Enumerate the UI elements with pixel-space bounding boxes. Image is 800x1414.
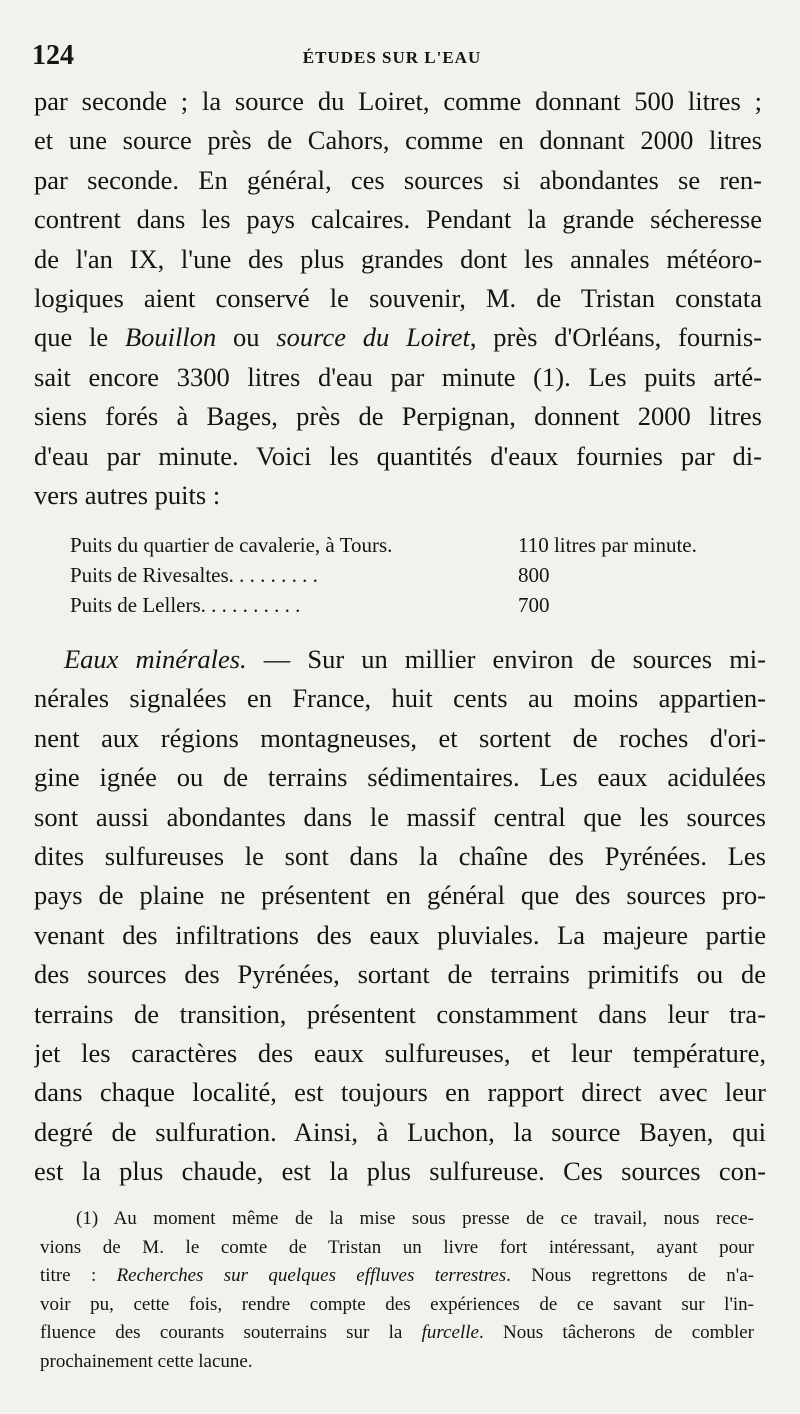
well-name: Puits de Lellers. . . . . . . . . . <box>70 593 301 617</box>
table-row <box>70 560 750 590</box>
text-line: sait encore 3300 litres d'eau par minute (1). Les puits arté- <box>34 361 762 392</box>
text-run: — Sur un millier environ de sources mi- <box>246 644 766 674</box>
page-number: 124 <box>32 40 74 71</box>
text-line: logiques aient conservé le souvenir, M. de Tristan constata <box>34 282 762 313</box>
text-run: titre : <box>40 1265 117 1286</box>
text-run: , près d'Orléans, fournis- <box>469 322 762 353</box>
text-line: des sources des Pyrénées, sortant de terrains primitifs ou de <box>34 959 766 990</box>
text-line: dans chaque localité, est toujours en rapport direct avec leur <box>34 1077 766 1108</box>
footnote-line: vions de M. le comte de Tristan un livre fort intéressant, ayant pour <box>40 1236 754 1258</box>
text-line: terrains de transition, présentent constamment dans leur tra- <box>34 998 766 1029</box>
footnote-line-italics <box>40 1319 754 1348</box>
italic-book-title: Recherches sur quelques effluves terrestres <box>116 1265 507 1286</box>
text-line: siens forés à Bages, près de Perpignan, donnent 2000 litres <box>34 401 762 432</box>
text-line: nent aux régions montagneuses, et sortent de roches d'ori- <box>34 722 766 753</box>
text-line: pays de plaine ne présentent en général que des sources pro- <box>34 880 766 911</box>
paragraph-1 <box>34 82 762 515</box>
text-line: par seconde ; la source du Loiret, comme donnant 500 litres ; <box>34 86 762 116</box>
text-run: . Nous regrettons de n'a- <box>506 1265 754 1286</box>
text-line: venant des infiltrations des eaux pluviales. La majeure partie <box>34 919 766 950</box>
text-line: degré de sulfuration. Ainsi, à Luchon, la source Bayen, qui <box>34 1116 766 1147</box>
section-first-line <box>34 640 766 679</box>
well-value: 800 <box>518 563 550 587</box>
wells-table <box>70 530 750 620</box>
well-name: Puits de Rivesaltes. . . . . . . . . <box>70 563 318 587</box>
well-name: Puits du quartier de cavalerie, à Tours. <box>70 533 393 557</box>
text-line: sont aussi abondantes dans le massif central que les sources <box>34 801 766 832</box>
text-line: d'eau par minute. Voici les quantités d'eaux fournies par di- <box>34 440 762 471</box>
italic-furcelle: furcelle <box>421 1322 479 1343</box>
text-line: jet les caractères des eaux sulfureuses, et leur température, <box>34 1037 766 1068</box>
text-line: contrent dans les pays calcaires. Pendant la grande sécheresse <box>34 204 762 235</box>
italic-bouillon: Bouillon <box>124 322 217 353</box>
section-title: Eaux minérales. <box>64 644 247 674</box>
table-row <box>70 590 750 620</box>
text-line: par seconde. En général, ces sources si abondantes se ren- <box>34 164 762 195</box>
text-run: . Nous tâcherons de combler <box>478 1322 754 1343</box>
text-line: est la plus chaude, est la plus sulfureuse. Ces sources con- <box>34 1156 766 1187</box>
table-row <box>70 530 750 560</box>
text-run: ou <box>216 322 277 353</box>
running-head: ÉTUDES SUR L'EAU <box>302 48 482 67</box>
text-line: gine ignée ou de terrains sédimentaires. Les eaux acidulées <box>34 762 766 793</box>
text-line: de l'an IX, l'une des plus grandes dont les annales météoro- <box>34 243 762 274</box>
text-line: dites sulfureuses le sont dans la chaîne des Pyrénées. Les <box>34 840 766 871</box>
footnote <box>40 1205 754 1376</box>
footnote-line: (1) Au moment même de la mise sous presse de ce travail, nous rece- <box>76 1208 754 1229</box>
text-line: vers autres puits : <box>34 479 221 510</box>
text-line-italics <box>34 318 762 357</box>
page-header <box>32 40 752 76</box>
well-value: 110 litres par minute. <box>518 533 697 557</box>
footnote-line: prochainement cette lacune. <box>40 1350 253 1372</box>
well-value: 700 <box>518 593 550 617</box>
text-run: fluence des courants souterrains sur la <box>40 1322 422 1343</box>
text-line: et une source près de Cahors, comme en donnant 2000 litres <box>34 125 762 156</box>
footnote-line-italics <box>40 1262 754 1291</box>
text-run: que le <box>34 322 125 353</box>
italic-source-du-loiret: source du Loiret <box>276 322 470 353</box>
mineral-waters-section <box>34 640 766 1191</box>
footnote-line: voir pu, cette fois, rendre compte des expériences de ce savant sur l'in- <box>40 1293 754 1315</box>
text-line: nérales signalées en France, huit cents au moins appartien- <box>34 683 766 714</box>
